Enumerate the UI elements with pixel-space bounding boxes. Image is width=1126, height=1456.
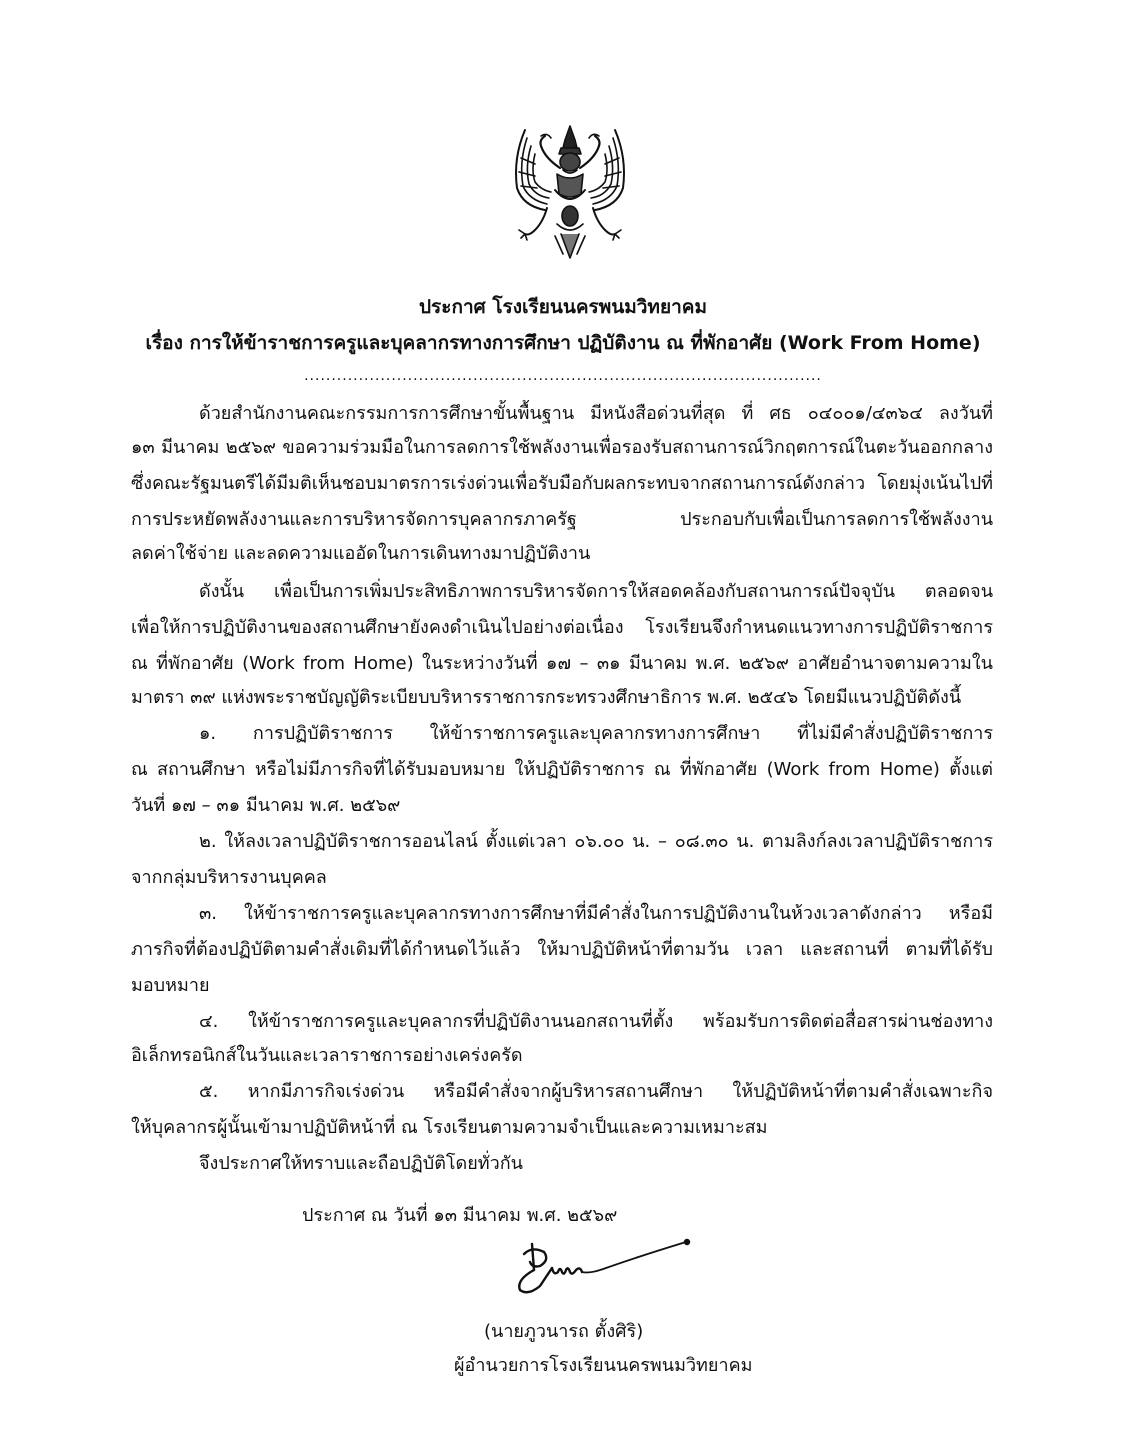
item-1-line: วันที่ ๑๗ – ๓๑ มีนาคม พ.ศ. ๒๕๖๙ <box>131 795 401 816</box>
item-4-line: อิเล็กทรอนิกส์ในวันและเวลาราชการอย่างเคร่งครัด <box>131 1045 523 1066</box>
signatory-name: (นายภูวนารถ ตั้งศิริ) <box>484 1321 644 1342</box>
item-2-line: ๒. ให้ลงเวลาปฏิบัติราชการออนไลน์ ตั้งแต่เวลา ๐๖.๐๐ น. – ๐๘.๓๐ น. ตามลิงก์ลงเวลาปฏิบัติราชการ <box>199 831 993 852</box>
paragraph-line: เพื่อให้การปฏิบัติงานของสถานศึกษายังคงดำเนินไปอย่างต่อเนื่อง โรงเรียนจึงกำหนดแนวทางการปฏิบัติราชการ <box>131 617 993 638</box>
signatory-position: ผู้อำนวยการโรงเรียนนครพนมวิทยาคม <box>454 1355 753 1376</box>
paragraph-line: ด้วยสำนักงานคณะกรรมการการศึกษาขั้นพื้นฐาน มีหนังสือด่วนที่สุด ที่ ศธ ๐๔๐๐๑/๔๓๖๔ ลงวันที่ <box>199 403 993 424</box>
document-subject: เรื่อง การให้ข้าราชการครูและบุคลากรทางการศึกษา ปฏิบัติงาน ณ ที่พักอาศัย (Work From Home) <box>145 332 981 354</box>
paragraph-line: ลดค่าใช้จ่าย และลดความแออัดในการเดินทางมาปฏิบัติงาน <box>131 543 591 564</box>
item-1-line: ณ สถานศึกษา หรือไม่มีภารกิจที่ได้รับมอบหมาย ให้ปฏิบัติราชการ ณ ที่พักอาศัย (Work from Home) ตั้งแต่ <box>131 759 993 780</box>
signature-icon <box>510 1232 700 1297</box>
document-title: ประกาศ โรงเรียนนครพนมวิทยาคม <box>419 296 707 318</box>
paragraph-line: มาตรา ๓๙ แห่งพระราชบัญญัติระเบียบบริหารราชการกระทรวงศึกษาธิการ พ.ศ. ๒๕๔๖ โดยมีแนวปฏิบัติดังนี้ <box>131 687 962 708</box>
item-3-line: ๓. ให้ข้าราชการครูและบุคลากรทางการศึกษาที่มีคำสั่งในการปฏิบัติงานในห้วงเวลาดังกล่าว หรือมี <box>199 903 993 924</box>
item-3-line: ภารกิจที่ต้องปฏิบัติตามคำสั่งเดิมที่ได้กำหนดไว้แล้ว ให้มาปฏิบัติหน้าที่ตามวัน เวลา และสถานที่ ตามที่ได้รับ <box>131 939 993 960</box>
paragraph-line: ซึ่งคณะรัฐมนตรีได้มีมติเห็นชอบมาตรการเร่งด่วนเพื่อรับมือกับผลกระทบจากสถานการณ์ดังกล่าว โดยมุ่งเน้นไปที่ <box>131 473 993 494</box>
paragraph-line: ๑๓ มีนาคม ๒๕๖๙ ขอความร่วมมือในการลดการใช้พลังงานเพื่อรองรับสถานการณ์วิกฤตการณ์ในตะวันออกกลาง <box>131 437 993 458</box>
item-5-line: ให้บุคลากรผู้นั้นเข้ามาปฏิบัติหน้าที่ ณ โรงเรียนตามความจำเป็นและความเหมาะสม <box>131 1117 768 1138</box>
title-separator: ............................................................................................... <box>304 368 822 384</box>
garuda-emblem-icon <box>505 118 635 263</box>
item-2-line: จากกลุ่มบริหารงานบุคคล <box>131 867 327 888</box>
closing-statement: จึงประกาศให้ทราบและถือปฏิบัติโดยทั่วกัน <box>199 1153 523 1174</box>
announcement-date: ประกาศ ณ วันที่ ๑๓ มีนาคม พ.ศ. ๒๕๖๙ <box>302 1205 618 1226</box>
paragraph-line: ดังนั้น เพื่อเป็นการเพิ่มประสิทธิภาพการบริหารจัดการให้สอดคล้องกับสถานการณ์ปัจจุบัน ตลอดจน <box>199 581 993 602</box>
paragraph-line: ณ ที่พักอาศัย (Work from Home) ในระหว่างวันที่ ๑๗ – ๓๑ มีนาคม พ.ศ. ๒๕๖๙ อาศัยอำนาจตามความใน <box>131 653 993 674</box>
item-4-line: ๔. ให้ข้าราชการครูและบุคลากรที่ปฏิบัติงานนอกสถานที่ตั้ง พร้อมรับการติดต่อสื่อสารผ่านช่องทาง <box>199 1011 993 1032</box>
item-3-line: มอบหมาย <box>131 975 210 996</box>
item-1-line: ๑. การปฏิบัติราชการ ให้ข้าราชการครูและบุคลากรทางการศึกษา ที่ไม่มีคำสั่งปฏิบัติราชการ <box>199 723 993 744</box>
paragraph-line: การประหยัดพลังงานและการบริหารจัดการบุคลากรภาครัฐ ประกอบกับเพื่อเป็นการลดการใช้พลังงาน <box>131 509 993 530</box>
item-5-line: ๕. หากมีภารกิจเร่งด่วน หรือมีคำสั่งจากผู้บริหารสถานศึกษา ให้ปฏิบัติหน้าที่ตามคำสั่งเฉพาะกิจ <box>199 1081 993 1102</box>
